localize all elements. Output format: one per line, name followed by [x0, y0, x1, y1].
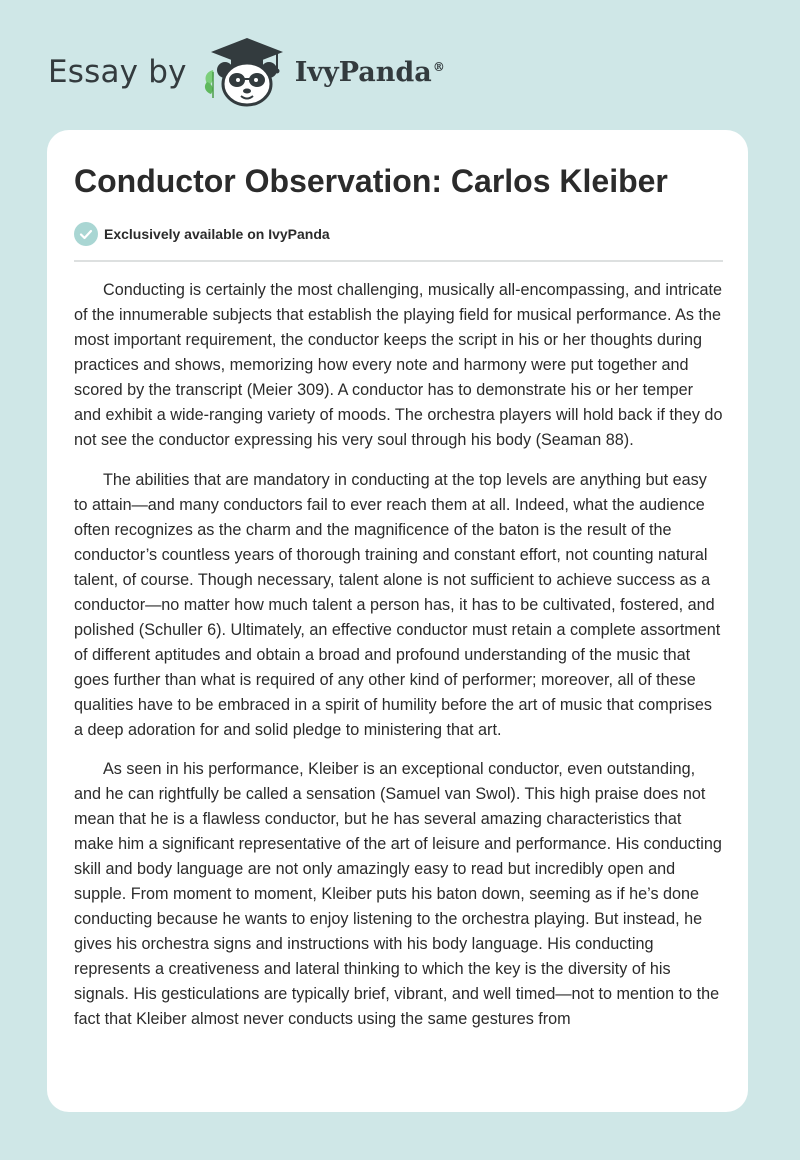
essay-paragraph-3: As seen in his performance, Kleiber is an exceptional conductor, even outstanding, and he can rightfully be called a sensation (Samuel van Swol). This high praise does not mean that he is a flawless conductor, but he has several amazing characteristics that make him a significant representative of the art of leisure and performance. His conducting skill and body language are not only amazingly easy to read but incredibly open and supple. From moment to moment, Kleiber puts his baton down, seeming as if he’s done conducting because he wants to enjoy listening to the orchestra playing. But instead, he gives his orchestra signs and instructions with his body language. His conducting represents a creativeness and lateral thinking to which the key is the diversity of his signals. His gesticulations are typically brief, vibrant, and well timed—not to mention to the fact that Kleiber almost never conducts using the same gestures from	[74, 760, 722, 1028]
panda-graduation-cap-logo-icon	[201, 36, 291, 108]
check-circle-icon	[74, 222, 98, 246]
essay-body	[74, 278, 724, 1047]
essay-paragraph-2: The abilities that are mandatory in conducting at the top levels are anything but easy to attain—and many conductors fail to ever reach them at all. Indeed, what the audience often recognizes as the charm and the magnificence of the baton is the result of the conductor’s countless years of thorough training and constant effort, not counting natural talent, of course. Though necessary, talent alone is not sufficient to achieve success as a conductor—no matter how much talent a person has, it has to be cultivated, fostered, and polished (Schuller 6). Ultimately, an effective conductor must retain a complete assortment of different aptitudes and obtain a broad and profound understanding of the music that goes further than what is required of any other kind of performer; moreover, all of these qualities have to be embraced in a spirit of humility before the art of music that comprises a deep adoration for and solid pledge to ministering that art.	[74, 470, 721, 739]
brand-prefix: Essay by	[48, 54, 187, 90]
title-divider	[74, 260, 723, 262]
essay-paragraph-1: Conducting is certainly the most challenging, musically all-encompassing, and intricate of the innumerable subjects that establish the playing field for musical performance. As the most important requirement, the conductor keeps the script in his or her thoughts during practices and shows, memorizing how every note and harmony were put together and scored by the transcript (Meier 309). A conductor has to demonstrate his or her temper and exhibit a wide-ranging variety of moods. The orchestra players will hold back if they do not see the conductor expressing his very soul through his body (Seaman 88).	[74, 281, 723, 449]
essay-card	[47, 130, 748, 1112]
registered-mark: ®	[432, 59, 445, 74]
site-header-logo[interactable]	[48, 36, 445, 108]
exclusive-badge-text: Exclusively available on IvyPanda	[104, 226, 330, 242]
exclusive-badge	[74, 222, 330, 246]
essay-title: Conductor Observation: Carlos Kleiber	[74, 163, 668, 199]
brand-name: IvyPanda®	[294, 56, 445, 88]
